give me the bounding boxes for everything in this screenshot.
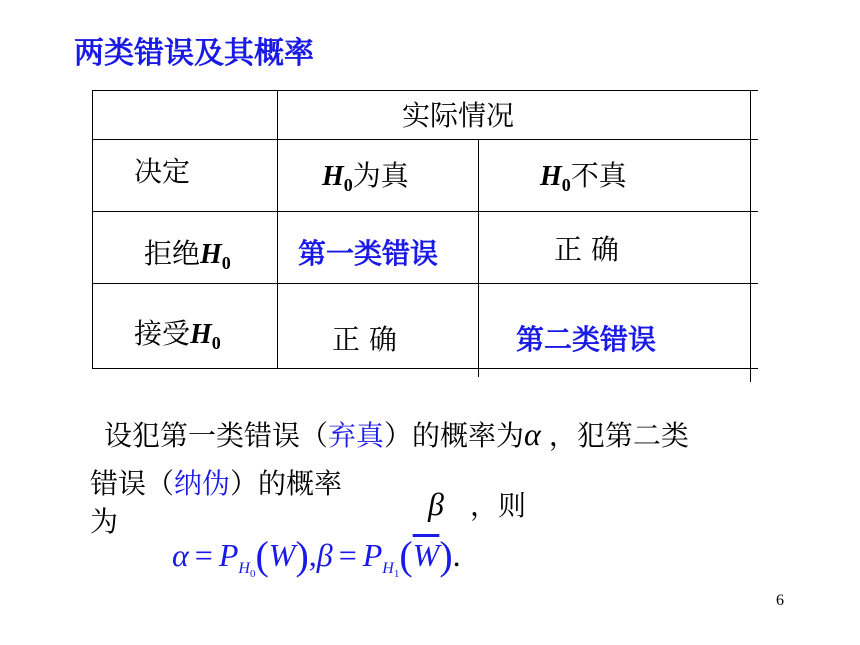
paragraph-line-1: 设犯第一类错误（弃真）的概率为α ，犯第二类	[104, 416, 689, 452]
beta-symbol: β	[428, 486, 444, 522]
cell-correct-1: 正 确	[554, 233, 619, 266]
table-line-bottom	[92, 368, 758, 369]
row-reject-h0: 拒绝$H_0$	[144, 237, 231, 273]
alpha-symbol: α	[524, 416, 541, 452]
table-vline-1	[277, 90, 278, 368]
header-h0-false: $H_0$不真	[540, 159, 627, 195]
table-line-top	[92, 90, 758, 91]
table-line-2	[92, 211, 758, 212]
h0-symbol: $H_0$	[200, 239, 231, 273]
h0-symbol: $H_0$	[190, 319, 221, 353]
paragraph-line-3: 为	[90, 505, 119, 538]
header-actual-situation: 实际情况	[402, 99, 515, 132]
table-vline-left	[92, 90, 93, 368]
header-decision: 决定	[134, 155, 191, 188]
row-accept-h0: 接受$H_0$	[134, 317, 221, 353]
type-one-error: 第一类错误	[298, 237, 439, 270]
table-line-3	[92, 283, 758, 284]
header-h0-true: $H_0$为真	[322, 159, 409, 195]
error-probability-formula: $\alpha = P_{H_0}(W),\beta = P_{H_1}(\overline{W})$.	[172, 533, 461, 581]
table-vline-right	[750, 90, 751, 382]
table-vline-2	[478, 139, 479, 377]
table-line-1	[92, 139, 758, 140]
cell-correct-2: 正 确	[332, 323, 397, 356]
beta-then: β ，则	[428, 486, 526, 522]
paragraph-line-2: 错误（纳伪）的概率	[90, 467, 343, 500]
slide-title: 两类错误及其概率	[74, 36, 314, 71]
type-two-error: 第二类错误	[516, 323, 657, 356]
page-number: 6	[776, 592, 784, 609]
h0-symbol: $H_0$	[322, 161, 353, 195]
h0-symbol: $H_0$	[540, 161, 571, 195]
